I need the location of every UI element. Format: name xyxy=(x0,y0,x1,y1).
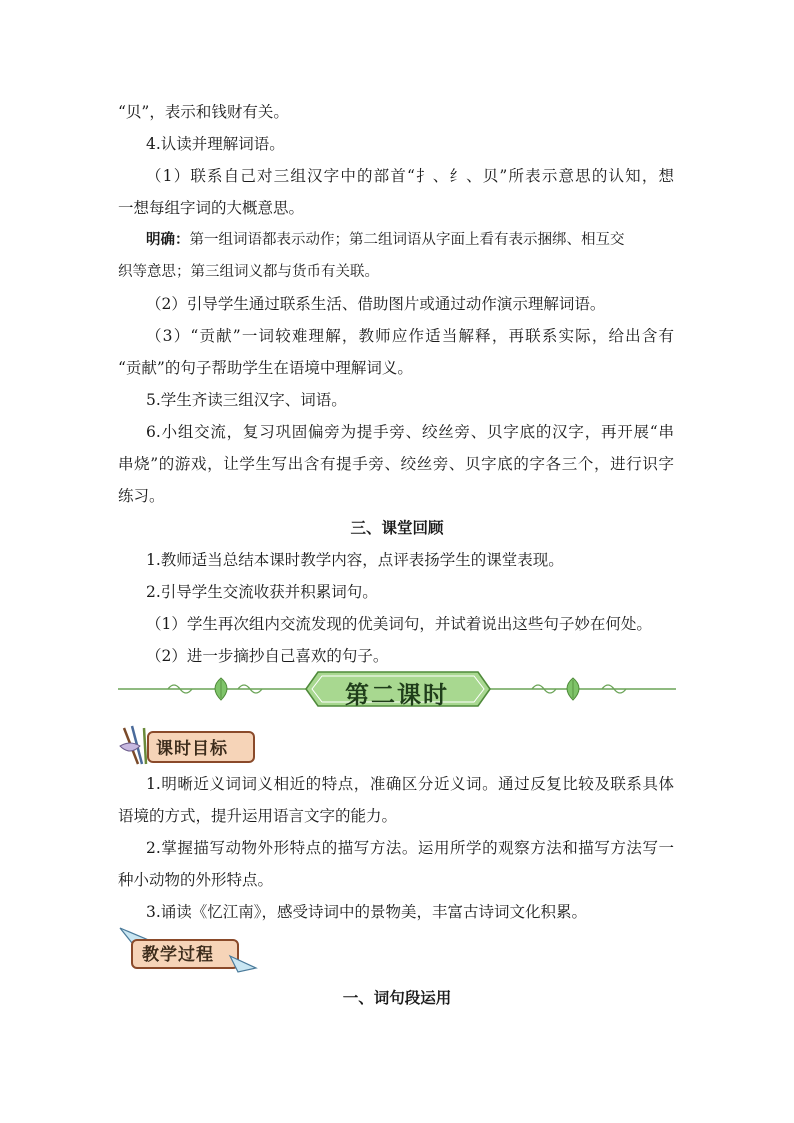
text-line: 种小动物的外形特点。 xyxy=(118,871,274,889)
text-line: 一想每组字词的大概意思。 xyxy=(118,199,305,217)
paper-plane-icon xyxy=(230,956,256,972)
list-item: 1.明晰近义词词义相近的特点，准确区分近义词。通过反复比较及联系具体 xyxy=(146,775,674,793)
list-item: 3.诵读《忆江南》，感受诗词中的景物美，丰富古诗词文化积累。 xyxy=(146,903,588,921)
list-item: 2.引导学生交流收获并积累词句。 xyxy=(146,583,378,601)
section-heading: 三、课堂回顾 xyxy=(350,518,444,537)
text-line: “贡献”的句子帮助学生在语境中理解词义。 xyxy=(118,359,413,377)
lesson-banner-title: 第二课时 xyxy=(345,680,449,709)
list-item: （2）引导学生通过联系生活、借助图片或通过动作演示理解词语。 xyxy=(146,295,606,313)
list-item: 1.教师适当总结本课时教学内容，点评表扬学生的课堂表现。 xyxy=(146,551,564,569)
clarify-label: 明确： xyxy=(146,231,190,248)
section-heading: 一、词句段运用 xyxy=(342,988,452,1007)
brushes-icon xyxy=(120,726,146,764)
list-item: （3）“贡献”一词较难理解，教师应作适当解释，再联系实际，给出含有 xyxy=(146,327,674,345)
list-item: 6.小组交流，复习巩固偏旁为提手旁、绞丝旁、贝字底的汉字，再开展“串 xyxy=(146,423,674,441)
list-item: （1）学生再次组内交流发现的优美词句，并试着说出这些句子妙在何处。 xyxy=(146,615,652,633)
text-line: 串烧”的游戏，让学生写出含有提手旁、绞丝旁、贝字底的字各三个，进行识字 xyxy=(118,455,674,473)
process-tag-label: 教学过程 xyxy=(142,945,214,965)
clarification xyxy=(146,230,625,250)
list-item: 4.认读并理解词语。 xyxy=(146,135,285,153)
goals-tag-label: 课时目标 xyxy=(156,739,228,759)
list-item: 5.学生齐读三组汉字、词语。 xyxy=(146,391,347,409)
text-line: 语境的方式，提升运用语言文字的能力。 xyxy=(118,807,398,825)
list-item: 2.掌握描写动物外形特点的描写方法。运用所学的观察方法和描写方法写一 xyxy=(146,839,674,857)
text-line: 织等意思；第三组词义都与货币有关联。 xyxy=(118,264,379,280)
list-item: （2）进一步摘抄自己喜欢的句子。 xyxy=(146,647,389,665)
text-line: 练习。 xyxy=(118,487,165,505)
text-line: “贝”，表示和钱财有关。 xyxy=(118,103,289,121)
list-item: （1）联系自己对三组汉字中的部首“扌、纟、贝”所表示意思的认知，想 xyxy=(146,167,674,185)
clarify-text: 第一组词语都表示动作；第二组词语从字面上看有表示捆绑、相互交 xyxy=(189,232,625,248)
